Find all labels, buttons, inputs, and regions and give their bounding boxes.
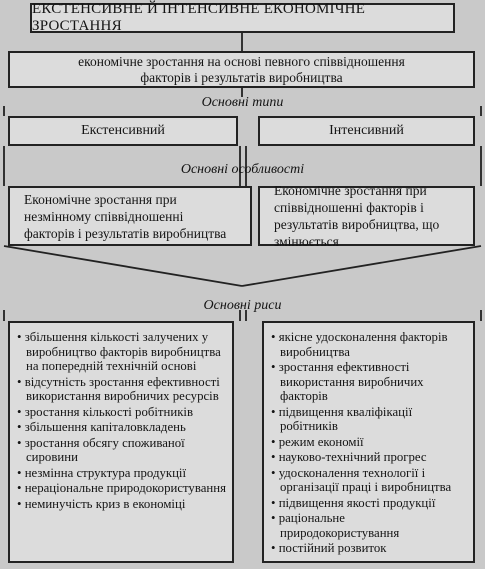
feature-intensive: Економічне зростання при співвідношенні факторів і результатів виробництва, що змінюється [258, 186, 475, 246]
list-item: • збільшення капіталовкладень [17, 420, 226, 435]
list-item: • збільшення кількості залучених у виробництво факторів виробництва на попередній технічній основі [17, 330, 226, 374]
type-intensive: Інтенсивний [258, 116, 475, 146]
list-item: • підвищення кваліфікації робітників [271, 405, 467, 434]
list-item: • якісне удосконалення факторів виробництва [271, 330, 467, 359]
traits-intensive [262, 321, 475, 563]
list-item: • нераціональне природокористування [17, 481, 226, 496]
traits-extensive [8, 321, 234, 563]
diagram-title: ЕКСТЕНСИВНЕ Й ІНТЕНСИВНЕ ЕКОНОМІЧНЕ ЗРОСТАННЯ [30, 3, 455, 33]
definition-text: економічне зростання на основі певного співвідношення факторів і результатів виробництва [78, 53, 405, 85]
list-item: • неминучість криз в економіці [17, 497, 226, 512]
label-traits: Основні риси [203, 298, 282, 313]
definition-box [8, 51, 475, 88]
list-item: • відсутність зростання ефективності використання виробничих ресурсів [17, 375, 226, 404]
list-item: • незмінна структура продукції [17, 466, 226, 481]
list-item: • зростання обсягу споживаної сировини [17, 436, 226, 465]
list-item: • зростання кількості робітників [17, 405, 226, 420]
list-item: • науково-технічний прогрес [271, 450, 467, 465]
label-features: Основні особливості [180, 162, 305, 177]
list-item: • раціональне природокористування [271, 511, 467, 540]
type-extensive: Екстенсивний [8, 116, 238, 146]
list-item: • удосконалення технології і організації праці і виробництва [271, 466, 467, 495]
label-types: Основні типи [201, 95, 284, 110]
feature-extensive: Економічне зростання при незмінному співвідношенні факторів і результатів виробництва [8, 186, 252, 246]
list-item: • підвищення якості продукції [271, 496, 467, 511]
list-item: • зростання ефективності використання виробничих факторів [271, 360, 467, 404]
list-item: • режим економії [271, 435, 467, 450]
list-item: • постійний розвиток [271, 541, 467, 556]
